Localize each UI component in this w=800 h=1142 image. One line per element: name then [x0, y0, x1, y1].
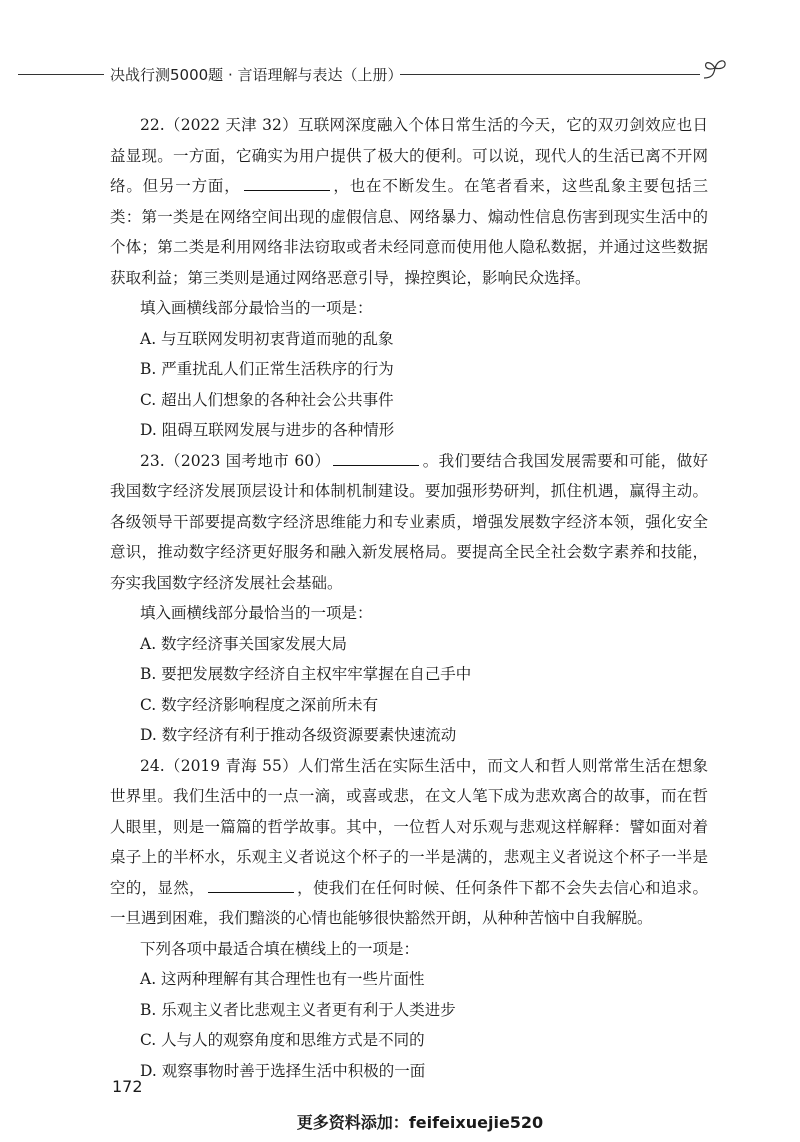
question-24 [110, 751, 708, 1087]
option-a: A. 这两种理解有其合理性也有一些片面性 [140, 970, 425, 988]
question-label: 24.（2019 青海 55） [140, 756, 298, 775]
header-rule-left [18, 74, 104, 75]
option-d: D. 数字经济有利于推动各级资源要素快速流动 [140, 726, 457, 744]
footer-label: 更多资料添加： [296, 1113, 409, 1132]
question-stem [110, 110, 708, 293]
fill-blank [208, 874, 294, 893]
question-label: 23.（2023 国考地市 60） [140, 451, 331, 470]
option-d: D. 阻碍互联网发展与进步的各种情形 [140, 421, 395, 439]
sprout-icon [700, 56, 730, 84]
option-a: A. 与互联网发明初衷背道而驰的乱象 [140, 329, 394, 348]
question-22 [110, 110, 708, 446]
option-a: A. 数字经济事关国家发展大局 [140, 634, 348, 653]
question-prompt: 下列各项中最适合填在横线上的一项是： [140, 939, 420, 958]
option-b: B. 乐观主义者比悲观主义者更有利于人类进步 [140, 1000, 456, 1019]
footer-contact: feifeixuejie520 [408, 1113, 544, 1132]
question-stem [110, 446, 708, 599]
option-b: B. 要把发展数字经济自主权牢牢掌握在自己手中 [140, 665, 472, 683]
question-prompt: 填入画横线部分最恰当的一项是： [140, 299, 373, 317]
stem-text-before: 互联网深度融入个体日常生活的今天，它的双刃剑效应也日益显现。一方面，它确实为用户提供了极大的便利。可以说，现代人的生活已离不开网络。但另一方面， [110, 116, 708, 195]
stem-text-before: 人们常生活在实际生活中，而文人和哲人则常常生活在想象世界里。我们生活中的一点一滴，或喜或悲，在文人笔下成为悲欢离合的故事，而在哲人眼里，则是一篇篇的哲学故事。其中，一位哲人对乐观与悲观这样解释：譬如面对着桌子上的半杯水，乐观主义者说这个杯子的一半是满的，悲观主义者说这个杯子一半是空的，显然， [110, 756, 708, 897]
question-label: 22.（2022 天津 32） [140, 116, 298, 134]
book-title: 决战行测5000题 · 言语理解与表达（上册） [110, 66, 403, 84]
option-b: B. 严重扰乱人们正常生活秩序的行为 [140, 360, 394, 378]
stem-text-after: 。我们要结合我国发展需要和可能，做好我国数字经济发展顶层设计和体制机制建设。要加强形势研判，抓住机遇，赢得主动。各级领导干部要提高数字经济思维能力和专业素质，增强发展数字经济本领，强化安全意识，推动数字经济更好服务和融入新发展格局。要提高全民全社会数字素养和技能，夯实我国数字经济发展社会基础。 [110, 451, 708, 592]
running-header [18, 62, 718, 86]
question-stem [110, 751, 708, 934]
page-number: 172 [112, 1077, 143, 1096]
fill-blank [244, 172, 330, 191]
stem-text-after: ，也在不断发生。在笔者看来，这些乱象主要包括三类：第一类是在网络空间出现的虚假信息、网络暴力、煽动性信息伤害到现实生活中的个体；第二类是利用网络非法窃取或者未经同意而使用他人隐私数据，并通过这些数据获取利益；第三类则是通过网络恶意引导，操控舆论，影响民众选择。 [110, 177, 708, 287]
header-rule-right [400, 74, 700, 75]
stem-text-after: ，使我们在任何时候、任何条件下都不会失去信心和追求。一旦遇到困难，我们黯淡的心情也能够很快豁然开朗，从种种苦恼中自我解脱。 [110, 878, 708, 927]
fill-blank [333, 447, 419, 466]
option-c: C. 人与人的观察角度和思维方式是不同的 [140, 1031, 425, 1049]
footer-note [0, 1110, 800, 1133]
option-c: C. 数字经济影响程度之深前所未有 [140, 695, 379, 714]
question-23 [110, 446, 708, 751]
question-list [110, 110, 708, 1086]
option-d: D. 观察事物时善于选择生活中积极的一面 [140, 1061, 426, 1080]
question-prompt: 填入画横线部分最恰当的一项是： [140, 604, 373, 622]
option-c: C. 超出人们想象的各种社会公共事件 [140, 390, 394, 409]
